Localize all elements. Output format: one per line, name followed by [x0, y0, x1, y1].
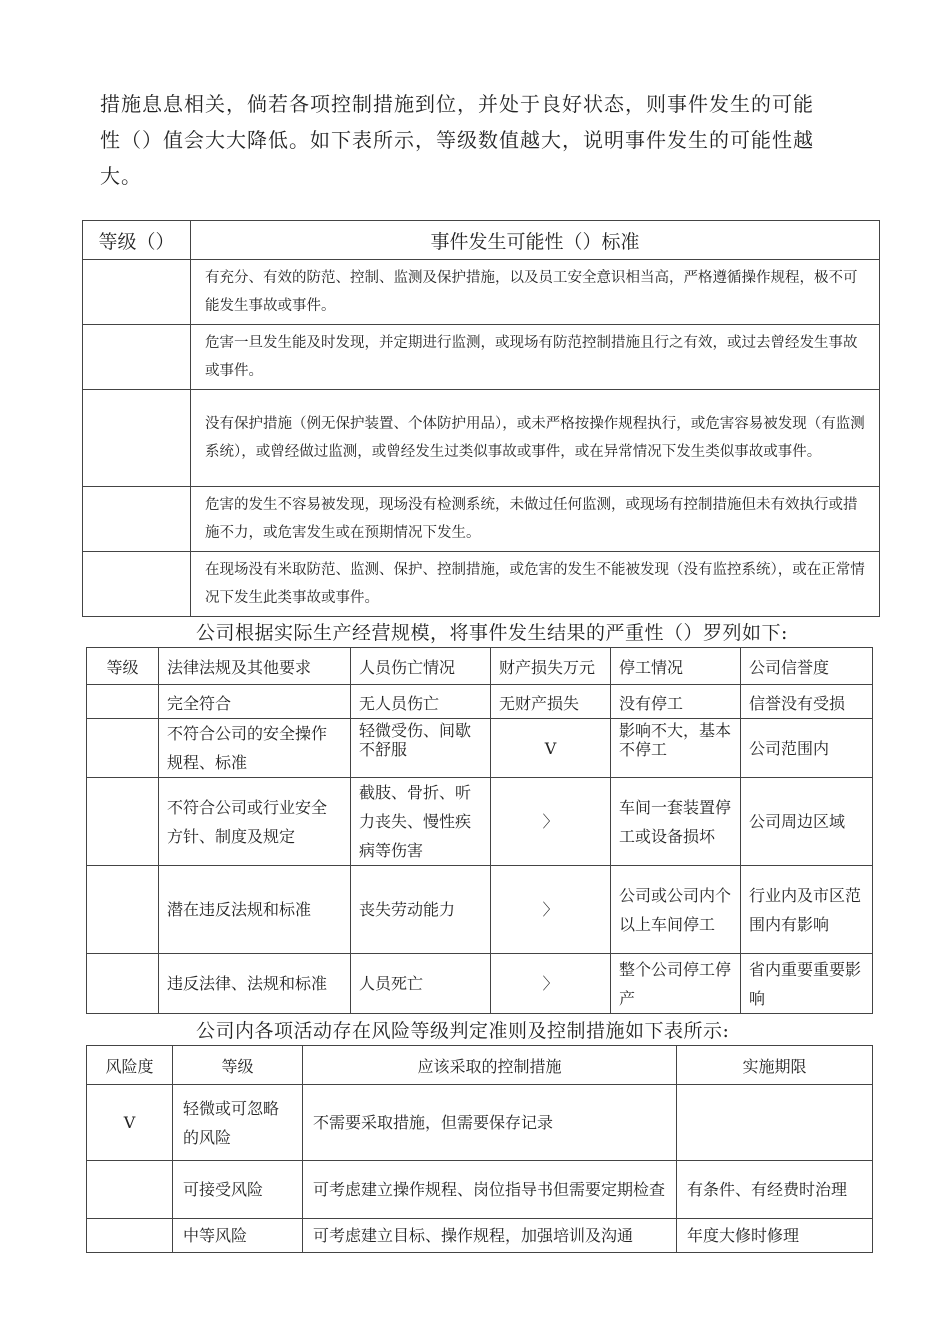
column-header-period: 实施期限	[677, 1046, 873, 1085]
column-header-injury: 人员伤亡情况	[351, 648, 491, 685]
level-cell	[83, 390, 191, 487]
injury-text: 轻微受伤、间歇不舒服	[359, 721, 472, 759]
stoppage-cell	[611, 719, 741, 778]
level-cell	[87, 685, 159, 719]
table-row	[83, 487, 880, 552]
risk-table	[86, 1045, 873, 1253]
stoppage-text: 影响不大，基本不停工	[619, 721, 732, 759]
law-cell: 不符合公司的安全操作规程、标准	[159, 719, 351, 778]
stoppage-cell: 没有停工	[611, 685, 741, 719]
reputation-cell: 公司范围内	[741, 719, 873, 778]
severity-table	[86, 647, 873, 1014]
measure-cell: 可考虑建立操作规程、岗位指导书但需要定期检查	[303, 1161, 677, 1219]
criteria-cell: 危害的发生不容易被发现，现场没有检测系统，未做过任何监测，或现场有控制措施但未有效执行或措施不力，或危害发生或在预期情况下发生。	[191, 487, 880, 552]
degree-cell	[87, 1161, 173, 1219]
level-cell	[83, 325, 191, 390]
table-row	[83, 260, 880, 325]
intro-line: 措施息息相关，倘若各项控制措施到位，并处于良好状态，则事件发生的可能	[100, 92, 814, 116]
table-row	[87, 866, 873, 954]
level-cell	[87, 719, 159, 778]
grade-cell: 可接受风险	[173, 1161, 303, 1219]
injury-cell: 人员死亡	[351, 954, 491, 1014]
degree-cell	[87, 1219, 173, 1253]
grade-cell: 中等风险	[173, 1219, 303, 1253]
criteria-cell: 危害一旦发生能及时发现，并定期进行监测，或现场有防范控制措施且行之有效，或过去曾经发生事故或事件。	[191, 325, 880, 390]
level-cell	[87, 954, 159, 1014]
intro-line: 大。	[100, 164, 142, 188]
severity-caption: 公司根据实际生产经营规模，将事件发生结果的严重性（）罗列如下:	[196, 622, 788, 644]
reputation-cell: 信誉没有受损	[741, 685, 873, 719]
level-cell	[83, 552, 191, 617]
column-header-level: 等级	[87, 648, 159, 685]
level-cell	[87, 778, 159, 866]
table-row	[87, 1219, 873, 1253]
column-header-loss: 财产损失万元	[491, 648, 611, 685]
intro-paragraph	[100, 86, 870, 194]
reputation-cell: 省内重要重要影响	[741, 954, 873, 1014]
table-row	[83, 552, 880, 617]
table-row	[87, 954, 873, 1014]
loss-cell: V	[491, 719, 611, 778]
stoppage-cell: 车间一套装置停工或设备损坏	[611, 778, 741, 866]
column-header-level: 等级（）	[83, 221, 191, 260]
law-cell: 完全符合	[159, 685, 351, 719]
risk-caption: 公司内各项活动存在风险等级判定准则及控制措施如下表所示:	[196, 1020, 730, 1042]
level-cell	[83, 260, 191, 325]
column-header-reputation: 公司信誉度	[741, 648, 873, 685]
law-cell: 潜在违反法规和标准	[159, 866, 351, 954]
criteria-cell: 在现场没有米取防范、监测、保护、控制措施，或危害的发生不能被发现（没有监控系统），或在正常情况下发生此类事故或事件。	[191, 552, 880, 617]
stoppage-cell: 公司或公司内个以上车间停工	[611, 866, 741, 954]
table-header-row	[87, 648, 873, 685]
column-header-criteria: 事件发生可能性（）标准	[191, 221, 880, 260]
table-row	[87, 685, 873, 719]
table-row	[83, 390, 880, 487]
reputation-cell: 行业内及市区范围内有影响	[741, 866, 873, 954]
likelihood-table	[82, 220, 880, 617]
column-header-stoppage: 停工情况	[611, 648, 741, 685]
injury-cell: 无人员伤亡	[351, 685, 491, 719]
grade-cell: 轻微或可忽略的风险	[173, 1085, 303, 1161]
column-header-degree: 风险度	[87, 1046, 173, 1085]
intro-line: 性（）值会大大降低。如下表所示，等级数值越大，说明事件发生的可能性越	[100, 128, 814, 152]
table-row	[87, 778, 873, 866]
law-cell: 违反法律、法规和标准	[159, 954, 351, 1014]
reputation-cell: 公司周边区域	[741, 778, 873, 866]
column-header-measures: 应该采取的控制措施	[303, 1046, 677, 1085]
period-cell	[677, 1085, 873, 1161]
table-header-row	[87, 1046, 873, 1085]
table-row	[87, 1085, 873, 1161]
column-header-law: 法律法规及其他要求	[159, 648, 351, 685]
measure-cell: 不需要采取措施，但需要保存记录	[303, 1085, 677, 1161]
level-cell	[83, 487, 191, 552]
loss-cell: 〉	[491, 954, 611, 1014]
stoppage-cell: 整个公司停工停产	[611, 954, 741, 1014]
injury-cell: 丧失劳动能力	[351, 866, 491, 954]
table-header-row	[83, 221, 880, 260]
level-cell	[87, 866, 159, 954]
measure-cell: 可考虑建立目标、操作规程，加强培训及沟通	[303, 1219, 677, 1253]
criteria-cell: 有充分、有效的防范、控制、监测及保护措施，以及员工安全意识相当高，严格遵循操作规程，极不可能发生事故或事件。	[191, 260, 880, 325]
table-row	[83, 325, 880, 390]
injury-cell	[351, 719, 491, 778]
criteria-cell: 没有保护措施（例无保护装置、个体防护用品），或未严格按操作规程执行，或危害容易被发现（有监测系统），或曾经做过监测，或曾经发生过类似事故或事件，或在异常情况下发生类似事故或事件。	[191, 390, 880, 487]
loss-cell: 〉	[491, 778, 611, 866]
period-cell: 年度大修时修理	[677, 1219, 873, 1253]
period-cell: 有条件、有经费时治理	[677, 1161, 873, 1219]
table-row	[87, 719, 873, 778]
injury-cell: 截肢、骨折、听力丧失、慢性疾病等伤害	[351, 778, 491, 866]
loss-cell: 〉	[491, 866, 611, 954]
degree-cell: V	[87, 1085, 173, 1161]
law-cell: 不符合公司或行业安全方针、制度及规定	[159, 778, 351, 866]
table-row	[87, 1161, 873, 1219]
column-header-grade: 等级	[173, 1046, 303, 1085]
loss-cell: 无财产损失	[491, 685, 611, 719]
